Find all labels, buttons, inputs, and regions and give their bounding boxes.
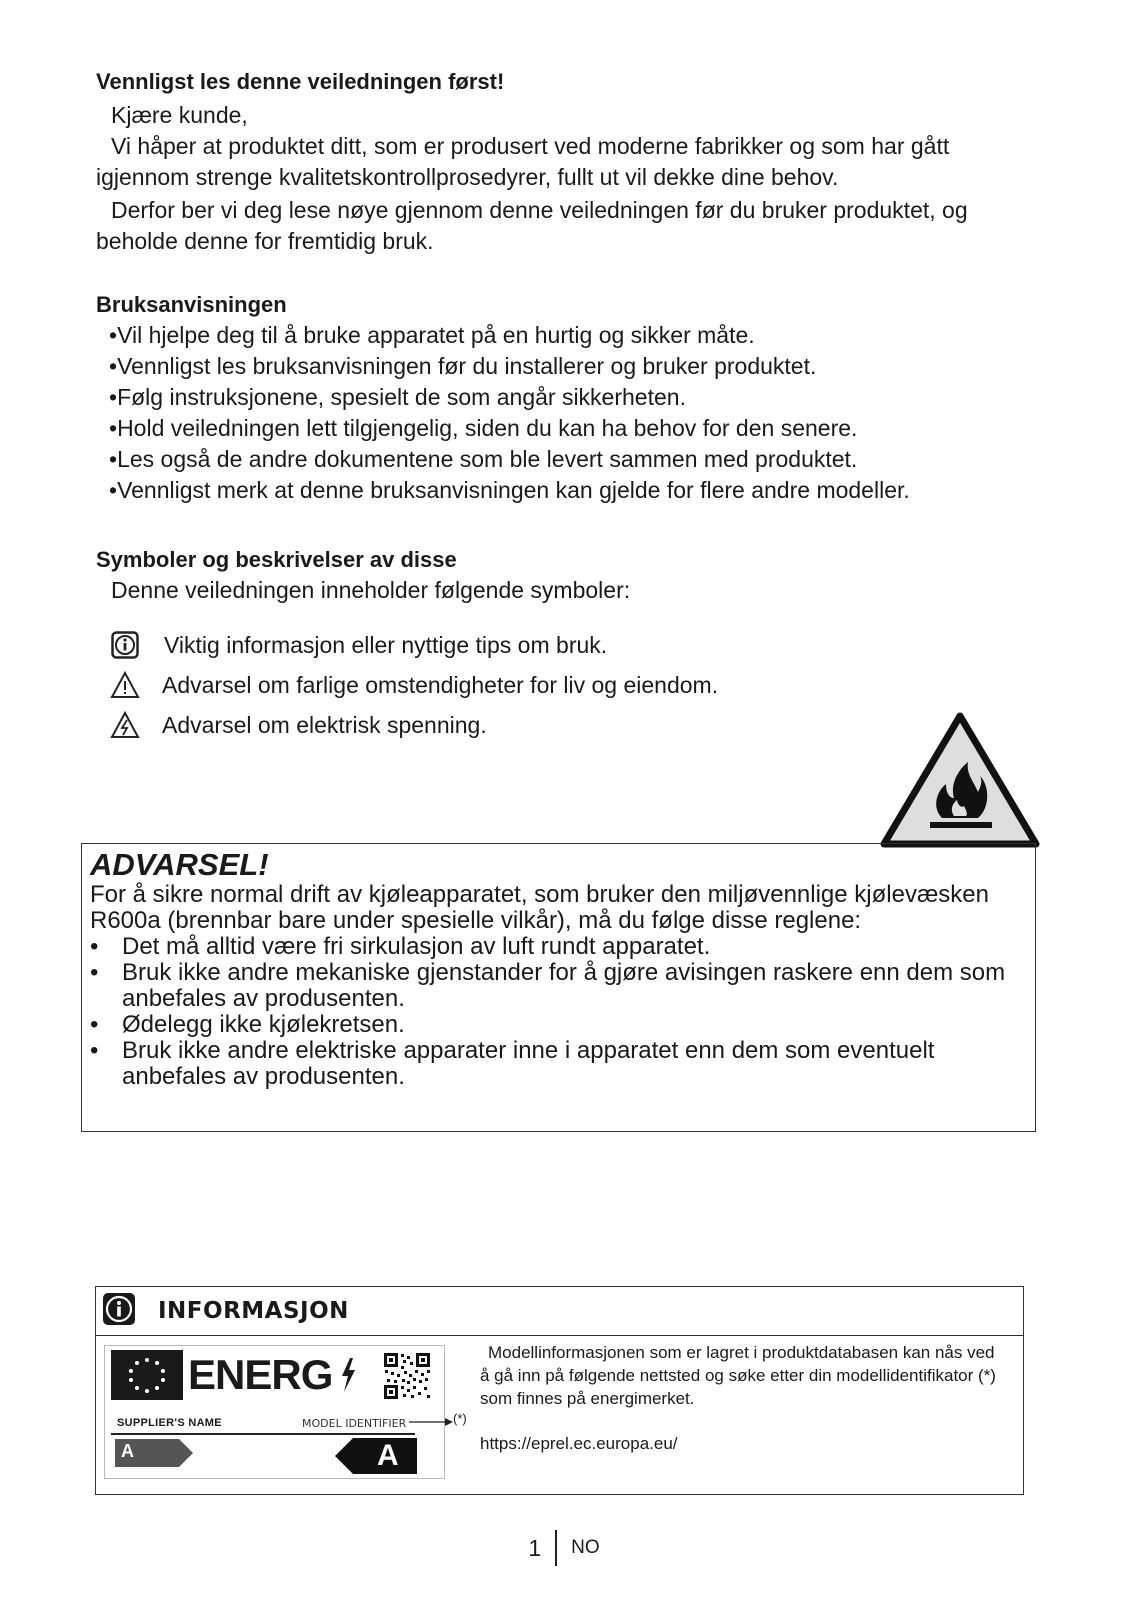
model-identifier-label: MODEL IDENTIFIER: [302, 1417, 407, 1430]
page-footer: [0, 1530, 1128, 1566]
info-text: [480, 1341, 1000, 1455]
class-arrow-big: [335, 1438, 417, 1474]
intro-salutation: Kjære kunde,: [111, 102, 248, 128]
electric-warning-icon: [110, 710, 140, 740]
language-code: NO: [571, 1537, 600, 1558]
symbol-row: [110, 665, 718, 705]
info-box: [95, 1286, 1024, 1495]
flammable-warning-icon: [880, 712, 1040, 853]
symbols-intro: Denne veiledningen inneholder følgende symboler:: [111, 577, 631, 603]
page-number: 1: [528, 1534, 542, 1561]
warning-box: [81, 843, 1036, 1132]
symbols-list: [110, 625, 718, 745]
eprel-link[interactable]: https://eprel.ec.europa.eu/: [480, 1434, 678, 1453]
supplier-name-label: SUPPLIER'S NAME: [117, 1417, 222, 1429]
info-icon: [110, 630, 140, 660]
list-item: • Følg instruksjonene, spesielt de som angår sikkerheten.: [96, 382, 1036, 413]
intro-paragraph-2: Derfor ber vi deg lese nøye gjennom denne veiledningen før du bruker produktet, og beholde denne for fremtidig bruk.: [96, 197, 968, 254]
list-item: • Bruk ikke andre mekaniske gjenstander for å gjøre avisingen raskere enn dem som anbefales av produsenten.: [90, 960, 1027, 1012]
info-description: Modellinformasjonen som er lagret i produktdatabasen kan nås ved å gå inn på følgende nettsted og søke etter din modellidentifikator (*) som finnes på energimerket.: [480, 1343, 996, 1408]
energy-class-small: A: [121, 1441, 134, 1461]
symbol-row: [110, 705, 718, 745]
info-title: INFORMASJON: [158, 1298, 349, 1324]
list-item: • Hold veiledningen lett tilgjengelig, siden du kan ha behov for den senere.: [96, 413, 1036, 444]
warning-text: For å sikre normal drift av kjøleapparatet, som bruker den miljøvennlige kjølevæsken R600a (brennbar bare under spesielle vilkår), må du følge disse reglene:: [90, 881, 990, 934]
arrow-right-icon: [409, 1417, 453, 1427]
list-item: • Les også de andre dokumentene som ble levert sammen med produktet.: [96, 444, 1036, 475]
symbol-text: Advarsel om elektrisk spenning.: [162, 711, 487, 738]
list-item: • Det må alltid være fri sirkulasjon av luft rundt apparatet.: [90, 934, 1027, 960]
warning-triangle-icon: [110, 670, 140, 700]
info-header: [96, 1287, 1023, 1336]
manual-title: Bruksanvisningen: [96, 292, 287, 317]
list-item: • Ødelegg ikke kjølekretsen.: [90, 1012, 1027, 1038]
asterisk-note: (*): [453, 1411, 467, 1426]
list-item: • Bruk ikke andre elektriske apparater inne i apparatet enn dem som eventuelt anbefales av produsenten.: [90, 1038, 1027, 1090]
symbols-title: Symboler og beskrivelser av disse: [96, 547, 457, 572]
qr-code-icon: [383, 1352, 431, 1400]
symbol-row: [110, 625, 718, 665]
info-icon: [102, 1292, 136, 1331]
lightning-icon: [340, 1358, 356, 1392]
list-item: • Vil hjelpe deg til å bruke apparatet på en hurtig og sikker måte.: [96, 320, 1036, 351]
energy-label: [104, 1345, 445, 1479]
symbol-text: Viktig informasjon eller nyttige tips om bruk.: [164, 631, 608, 658]
manual-list: [96, 320, 1036, 506]
footer-divider: [555, 1530, 557, 1566]
symbol-text: Advarsel om farlige omstendigheter for liv og eiendom.: [162, 671, 719, 698]
list-item: • Vennligst les bruksanvisningen før du installerer og bruker produktet.: [96, 351, 1036, 382]
warning-title: ADVARSEL!: [90, 847, 269, 882]
intro-paragraph-1: Vi håper at produktet ditt, som er produsert ved moderne fabrikker og som har gått igjennom strenge kvalitetskontrollprosedyrer, fullt ut vil dekke dine behov.: [96, 133, 950, 190]
eu-flag-icon: [111, 1350, 191, 1404]
intro-title: Vennligst les denne veiledningen først!: [96, 69, 505, 94]
label-divider: [111, 1433, 415, 1435]
energy-wordmark: ENERG: [188, 1351, 333, 1398]
warning-list: [90, 934, 1027, 1090]
energy-class-big: A: [377, 1439, 399, 1472]
list-item: • Vennligst merk at denne bruksanvisningen kan gjelde for flere andre modeller.: [96, 475, 1036, 506]
